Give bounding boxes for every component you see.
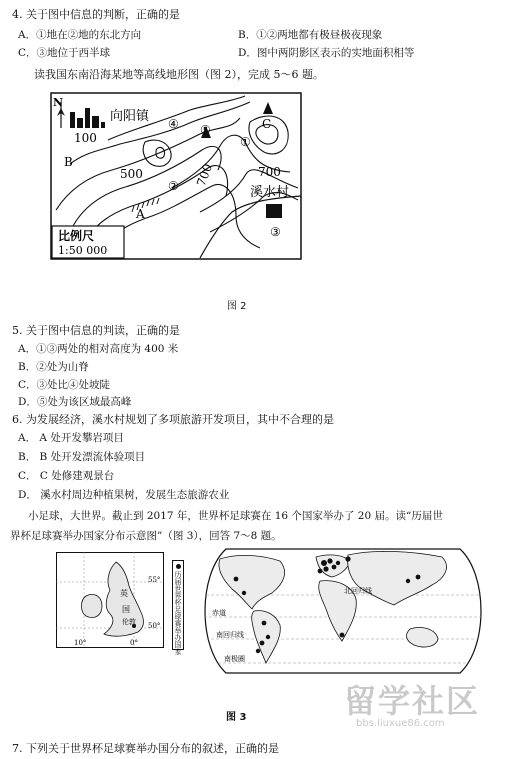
- contour-700-label-a: 700: [194, 161, 216, 189]
- legend-dot-icon: [176, 564, 181, 569]
- q6-option-b: B． B 处开发漂流体验项目: [18, 451, 146, 463]
- q5-option-c: C．③处比④处坡陡: [18, 379, 111, 391]
- inset-country-label-1: 英: [120, 589, 128, 598]
- q6-option-d: D． 溪水村周边种植果树，发展生态旅游农业: [18, 489, 230, 501]
- q4-option-d: D．图中两阴影区表示的实地面积相等: [238, 47, 415, 59]
- q5-option-d: D．⑤处为该区域最高峰: [18, 396, 132, 408]
- equator-label: 赤道: [212, 609, 226, 617]
- ireland-shape: [82, 594, 103, 617]
- intro-7-8-line1: 小足球，大世界。截止到 2017 年，世界杯足球赛在 16 个国家举办了 20 届。读“历届世: [28, 510, 443, 522]
- marker-4: ④: [168, 117, 179, 131]
- village-marker-icon: [266, 204, 282, 218]
- legend-label: 历届世界杯足球赛举办国家: [174, 571, 182, 655]
- marker-1: ①: [240, 135, 251, 149]
- tropic-south-label: 南回归线: [216, 631, 244, 639]
- figure-3-caption: 图 3: [226, 712, 247, 723]
- contour-700-label-b: 700: [258, 165, 281, 179]
- q7-stem: 7. 下列关于世界杯足球赛举办国分布的叙述，正确的是: [12, 742, 279, 755]
- scale-value: 1:50 000: [58, 244, 108, 257]
- inset-london-label: 伦敦: [122, 618, 136, 626]
- inset-country-label-2: 国: [122, 605, 130, 614]
- q5-option-a: A．①③两处的相对高度为 400 米: [18, 343, 179, 355]
- inset-lat-50: 50°: [148, 622, 161, 630]
- point-a-label: A: [136, 207, 145, 221]
- north-label: N: [53, 96, 64, 109]
- q4-option-b: B．①②两地都有极昼极夜现象: [238, 29, 383, 41]
- q4-option-c: C．③地位于西半球: [18, 47, 111, 59]
- contour-100-label: 100: [74, 131, 97, 145]
- town-label: 向阳镇: [110, 109, 150, 124]
- watermark-url: bbs.liuxue86.com: [356, 718, 445, 729]
- point-b-label: B: [64, 155, 73, 169]
- marker-2: ②: [168, 179, 179, 193]
- marker-5: ⑤: [200, 123, 211, 137]
- q4-option-a: A．①地在②地的东北方向: [18, 29, 142, 41]
- antarctic-circle-label: 南极圈: [224, 655, 245, 663]
- q6-option-a: A． A 处开发攀岩项目: [18, 432, 124, 444]
- intro-5-6: 读我国东南沿海某地等高线地形图（图 2），完成 5～6 题。: [34, 68, 324, 81]
- figure-2-caption: 图 2: [227, 301, 247, 312]
- figure-3-legend: [172, 560, 184, 655]
- q5-option-b: B．②处为山脊: [18, 361, 89, 373]
- point-c-label: C: [262, 117, 272, 131]
- figure-3-inset-map: [56, 552, 164, 648]
- q5-stem: 5. 关于图中信息的判读，正确的是: [12, 324, 180, 337]
- q4-stem: 4. 关于图中信息的判断，正确的是: [12, 8, 180, 21]
- inset-lat-55: 55°: [148, 576, 161, 584]
- marker-3: ③: [270, 225, 281, 239]
- tropic-north-label: 北回归线: [344, 587, 372, 595]
- contour-500-label: 500: [120, 167, 143, 181]
- intro-7-8-line2: 界杯足球赛举办国家分布示意图”（图 3），回答 7～8 题。: [10, 530, 282, 542]
- q6-stem: 6. 为发展经济，溪水村规划了多项旅游开发项目，其中不合理的是: [12, 413, 334, 426]
- village-label: 溪水村: [250, 185, 290, 200]
- inset-lon-0: 0°: [130, 639, 138, 647]
- inset-lon-10: 10°: [74, 639, 87, 647]
- figure-2-contour-map: [50, 92, 302, 260]
- figure-3-world-map: [196, 545, 490, 677]
- q6-option-c: C． C 处修建观景台: [18, 470, 115, 482]
- scale-title: 比例尺: [58, 229, 95, 243]
- watermark-logo: 留学社区: [344, 682, 481, 720]
